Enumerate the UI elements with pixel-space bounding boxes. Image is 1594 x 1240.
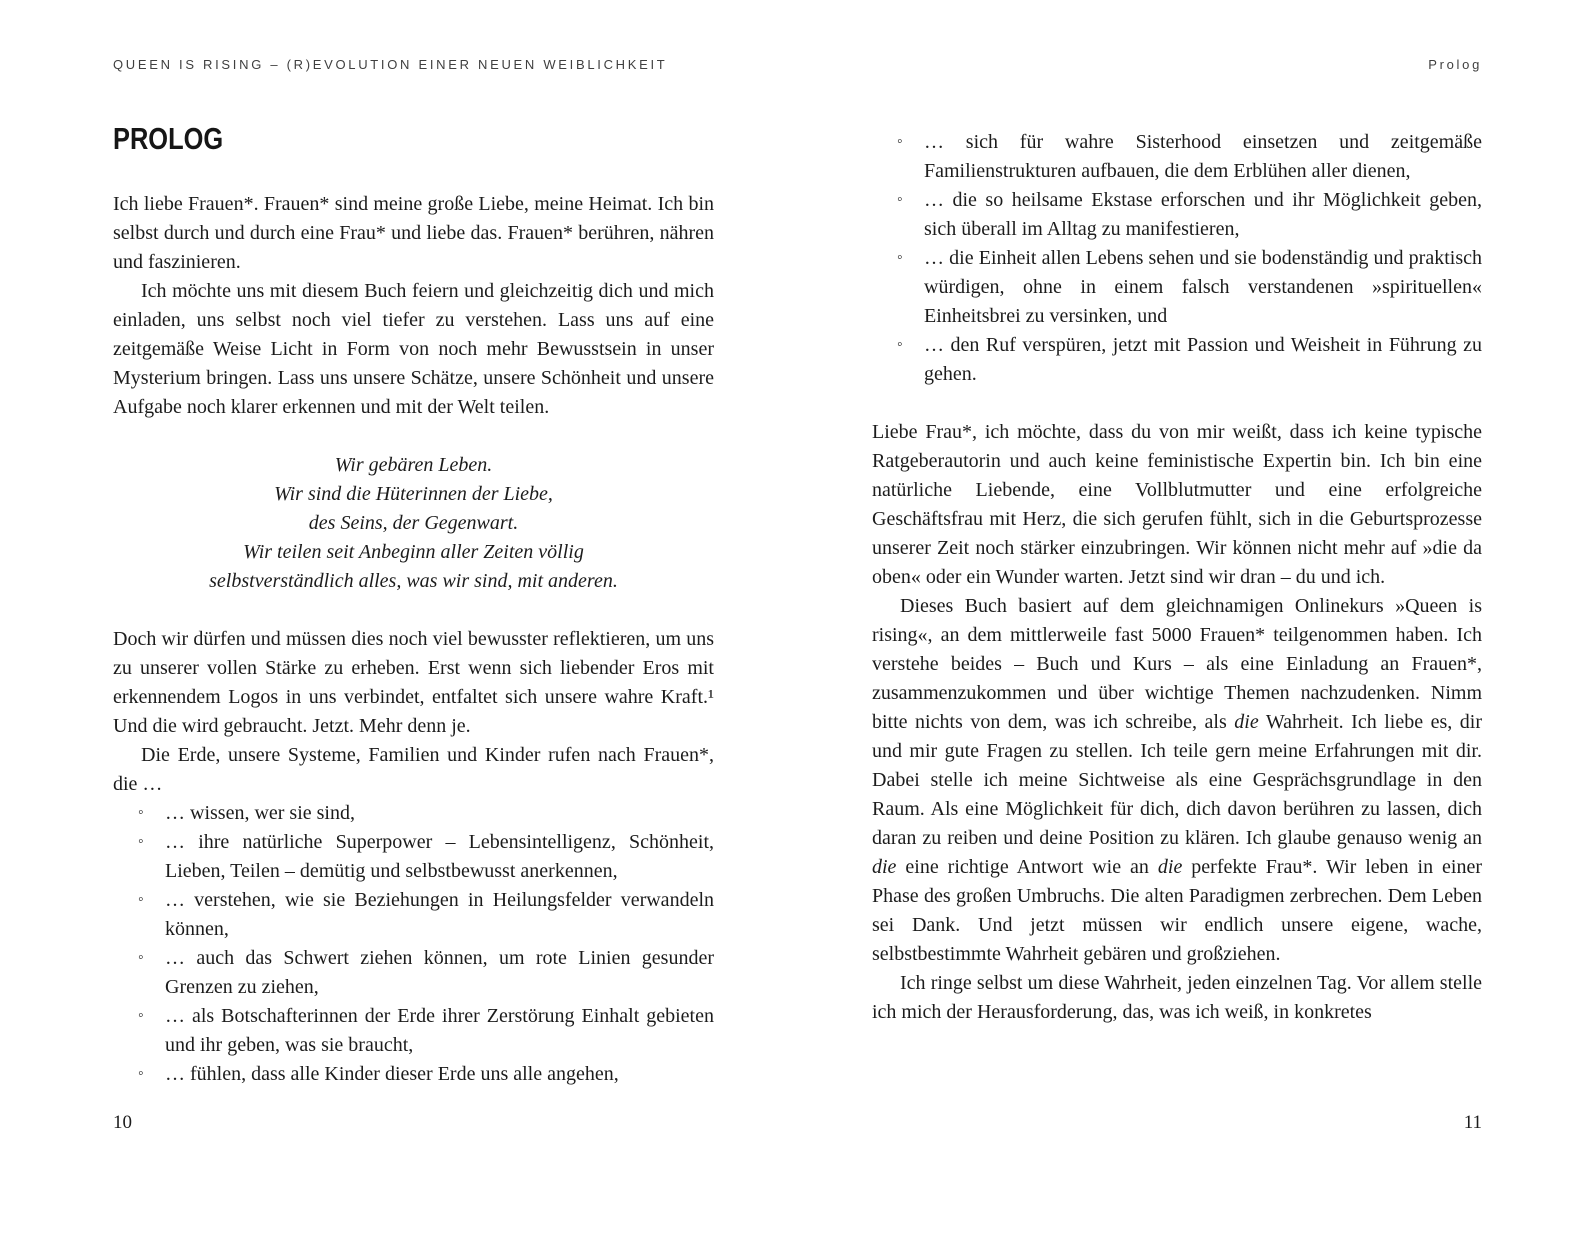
chapter-title: PROLOG bbox=[113, 121, 224, 156]
list-item bbox=[897, 331, 1482, 389]
left-body-text bbox=[113, 190, 714, 1089]
poem-line: Wir sind die Hüterinnen der Liebe, bbox=[274, 483, 553, 505]
list-item-text: … als Botschafterinnen der Erde ihrer Zerstörung Einhalt gebieten und ihr geben, was sie braucht, bbox=[165, 1005, 714, 1056]
list-item-text: … den Ruf verspüren, jetzt mit Passion und Weisheit in Führung zu gehen. bbox=[924, 334, 1482, 385]
running-header-right: Prolog bbox=[1428, 57, 1482, 72]
list-item-text: … die so heilsame Ekstase erforschen und ihr Möglichkeit geben, sich überall im Alltag zu manifestieren, bbox=[924, 189, 1482, 240]
list-item-text: … fühlen, dass alle Kinder dieser Erde uns alle angehen, bbox=[165, 1063, 619, 1085]
poem-block bbox=[113, 451, 714, 596]
poem-line: des Seins, der Gegenwart. bbox=[308, 512, 519, 534]
list-item-text: … sich für wahre Sisterhood einsetzen und zeitgemäße Familienstrukturen aufbauen, die dem Erblühen aller dienen, bbox=[924, 131, 1482, 182]
bullet-icon: ◦ bbox=[138, 1065, 144, 1082]
page-right bbox=[872, 0, 1482, 1240]
paragraph: Die Erde, unsere Systeme, Familien und Kinder rufen nach Frauen*, die … bbox=[113, 744, 714, 795]
page-number-right: 11 bbox=[1463, 1112, 1482, 1133]
paragraph: Ich möchte uns mit diesem Buch feiern und gleichzeitig dich und mich einladen, uns selbst noch viel tiefer zu verstehen. Lass uns auf eine zeitgemäße Weise Licht in Form von noch mehr Bewusstsein in unser Mysterium bringen. Lass uns unsere Schätze, unsere Schönheit und unsere Aufgabe noch klarer erkennen und mit der Welt teilen. bbox=[113, 280, 714, 418]
bullet-icon: ◦ bbox=[897, 249, 903, 266]
list-item bbox=[897, 244, 1482, 331]
page-number-left: 10 bbox=[113, 1112, 132, 1133]
list-item-text: … die Einheit allen Lebens sehen und sie bodenständig und praktisch würdigen, ohne in einem falsch verstandenen »spirituellen« Einheitsbrei zu versinken, und bbox=[924, 247, 1482, 327]
paragraph bbox=[872, 592, 1482, 969]
paragraph-segment: perfekte Frau*. Wir leben in einer Phase des großen Umbruchs. Die alten Paradigmen zerbrechen. Dem Leben sei Dank. Und jetzt müssen wir endlich unsere eigene, wache, selbstbestimmte Wahrheit gebären und großziehen. bbox=[872, 856, 1483, 965]
list-item bbox=[138, 944, 714, 1002]
poem-line: Wir gebären Leben. bbox=[334, 454, 493, 476]
list-item-text: … ihre natürliche Superpower – Lebensintelligenz, Schönheit, Lieben, Teilen – demütig und selbstbewusst anerkennen, bbox=[165, 831, 714, 882]
paragraph-segment: Dieses Buch basiert auf dem gleichnamigen Onlinekurs »Queen is rising«, an dem mittlerweile fast 5000 Frauen* teilgenommen haben. Ich verstehe beides – Buch und Kurs – als eine Einladung an Frauen*, zusammenzukommen und über wichtige Themen nachzudenken. Nimm bitte nichts von dem, was ich schreibe, als bbox=[872, 595, 1482, 733]
right-body-text bbox=[872, 128, 1482, 1027]
paragraph: Ich liebe Frauen*. Frauen* sind meine große Liebe, meine Heimat. Ich bin selbst durch und durch eine Frau* und liebe das. Frauen* berühren, nähren und faszinieren. bbox=[113, 193, 714, 273]
bullet-icon: ◦ bbox=[138, 1007, 144, 1024]
page-left bbox=[113, 0, 714, 1240]
list-item bbox=[897, 186, 1482, 244]
paragraph-segment: Wahrheit. Ich liebe es, dir und mir gute Fragen zu stellen. Ich teile gern meine Erfahrungen mit dir. Dabei stelle ich meine Sichtweise als eine Gesprächsgrundlage in den Raum. Als eine Möglichkeit für dich, dich davon berühren zu lassen, dich daran zu reiben und deine Position zu klären. Ich glaube genauso wenig an bbox=[872, 711, 1482, 849]
emphasis-text: die bbox=[872, 856, 897, 878]
list-item bbox=[138, 1060, 714, 1089]
list-item bbox=[138, 799, 714, 828]
paragraph-segment: eine richtige Antwort wie an bbox=[896, 856, 1158, 878]
list-item bbox=[897, 128, 1482, 186]
list-item bbox=[138, 1002, 714, 1060]
list-item bbox=[138, 886, 714, 944]
poem-line: selbstverständlich alles, was wir sind, mit anderen. bbox=[209, 570, 618, 592]
list-item-text: … auch das Schwert ziehen können, um rote Linien gesunder Grenzen zu ziehen, bbox=[165, 947, 714, 998]
bullet-list bbox=[872, 128, 1482, 389]
list-item-text: … wissen, wer sie sind, bbox=[165, 802, 355, 824]
list-item bbox=[138, 828, 714, 886]
bullet-icon: ◦ bbox=[897, 336, 903, 353]
bullet-list bbox=[113, 799, 714, 1089]
bullet-icon: ◦ bbox=[138, 804, 144, 821]
emphasis-text: die bbox=[1157, 856, 1183, 878]
paragraph: Liebe Frau*, ich möchte, dass du von mir weißt, dass ich keine typische Ratgeberautorin und auch keine feministische Expertin bin. Ich bin eine natürliche Liebende, eine Vollblutmutter und eine erfolgreiche Geschäftsfrau mit Herz, die sich gerufen fühlt, sich in die Geburtsprozesse unserer Zeit noch stärker einzubringen. Wir können nicht mehr auf »die da oben« oder ein Wunder warten. Jetzt sind wir dran – du und ich. bbox=[872, 421, 1482, 588]
bullet-icon: ◦ bbox=[138, 833, 144, 850]
poem-line: Wir teilen seit Anbeginn aller Zeiten völlig bbox=[243, 541, 584, 563]
bullet-icon: ◦ bbox=[897, 133, 903, 150]
bullet-icon: ◦ bbox=[897, 191, 903, 208]
paragraph: Ich ringe selbst um diese Wahrheit, jeden einzelnen Tag. Vor allem stelle ich mich der Herausforderung, das, was ich weiß, in konkretes bbox=[872, 972, 1482, 1023]
list-item-text: … verstehen, wie sie Beziehungen in Heilungsfelder verwandeln können, bbox=[165, 889, 714, 940]
bullet-icon: ◦ bbox=[138, 949, 144, 966]
bullet-icon: ◦ bbox=[138, 891, 144, 908]
emphasis-text: die bbox=[1234, 711, 1259, 733]
paragraph: Doch wir dürfen und müssen dies noch viel bewusster reflektieren, um uns zu unserer vollen Stärke zu erheben. Erst wenn sich liebender Eros mit erkennendem Logos in uns verbindet, entfaltet sich unsere wahre Kraft.¹ Und die wird gebraucht. Jetzt. Mehr denn je. bbox=[113, 628, 714, 737]
running-header-left: QUEEN IS RISING – (R)EVOLUTION EINER NEUEN WEIBLICHKEIT bbox=[113, 57, 668, 72]
